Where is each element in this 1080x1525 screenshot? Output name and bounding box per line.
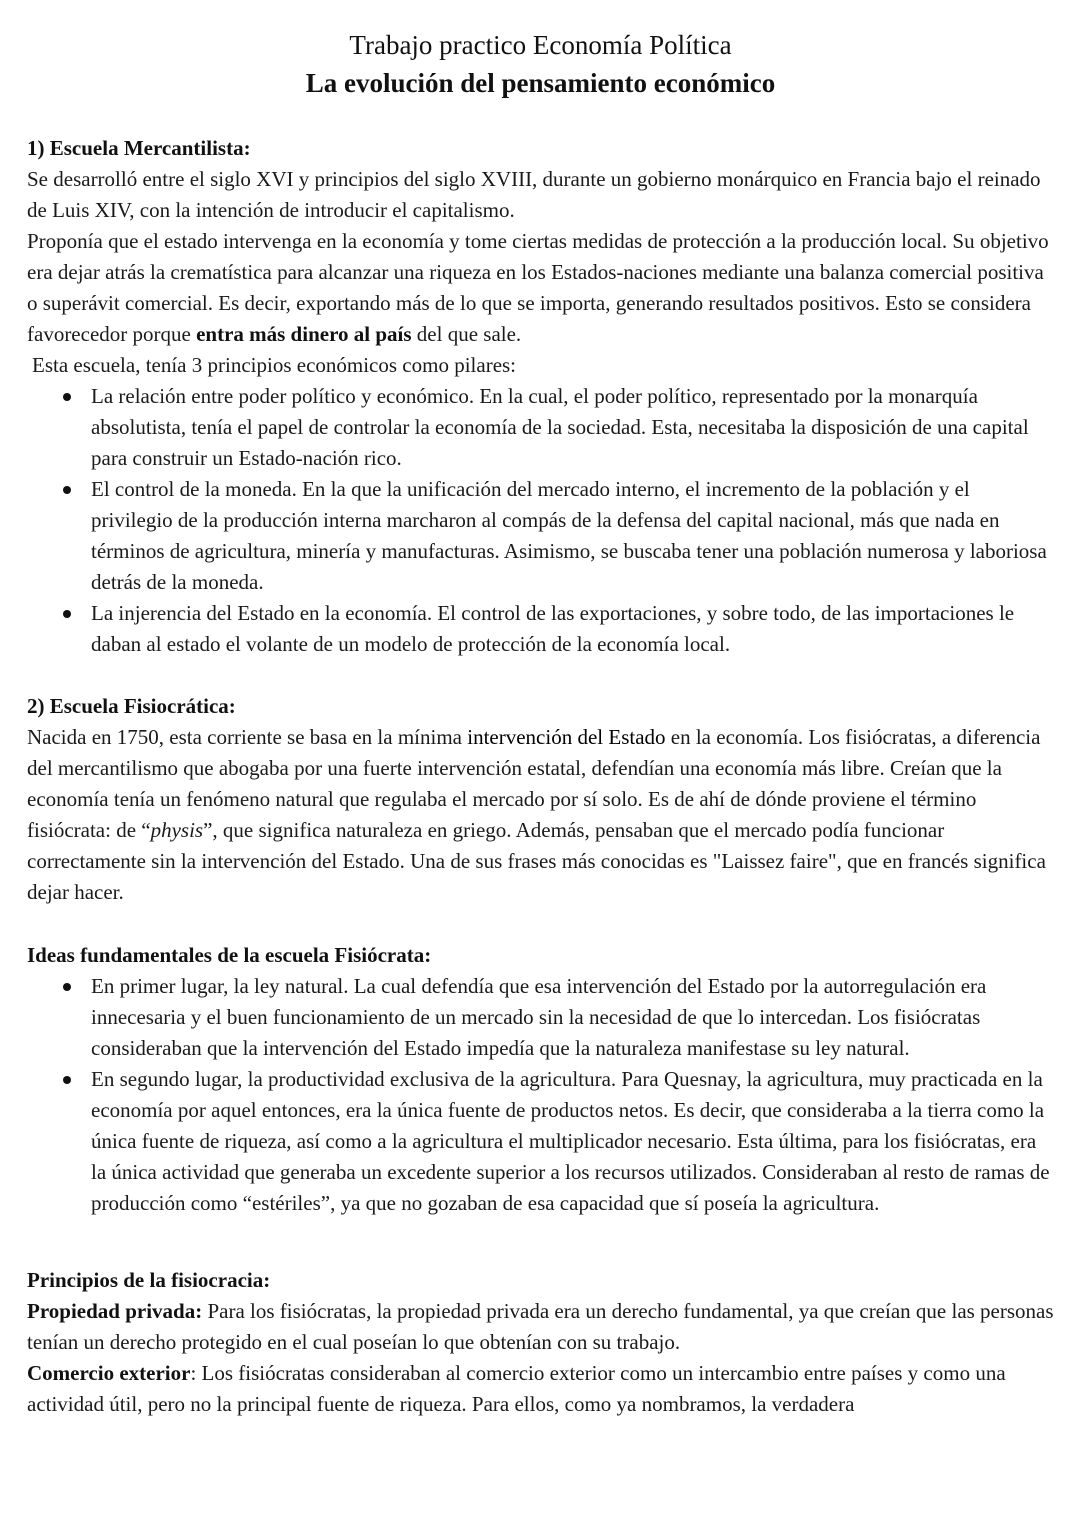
bold-phrase: entra más dinero al país (196, 322, 412, 346)
bullet-icon (63, 393, 71, 401)
section-fisiocratica (27, 691, 1054, 908)
italic-term: physis (150, 818, 204, 842)
list-item (91, 474, 1054, 598)
list-item-text: La relación entre poder político y económico. En la cual, el poder político, representado por la monarquía absolutista, tenía el papel de controlar la economía de la sociedad. Esta, necesitaba la disposición de una capital para construir un Estado-nación rico. (91, 384, 1029, 470)
paragraph-text: Proponía que el estado intervenga en la economía y tome ciertas medidas de protección a la producción local. Su objetivo era dejar atrás la crematística para alcanzar una riqueza en los Estados-naciones mediante una balanza comercial positiva o superávit comercial. Es decir, exportando más de lo que se importa, generando resultados positivos. Esto se considera favorecedor porque (27, 229, 1049, 346)
paragraph-text: Nacida en 1750, esta corriente se basa en la mínima (27, 725, 468, 749)
section-mercantilista (27, 133, 1054, 660)
paragraph-text: en la economía. Los fisiócratas, a diferencia del mercantilismo que abogaba por una fuerte intervención estatal, defendían una economía más libre. Creían que la economía tenía un fenómeno natural que regulaba el mercado por sí solo. Es de ahí de dónde proviene el término fisiócrata: de “ (27, 725, 1041, 842)
list-item-text: En primer lugar, la ley natural. La cual defendía que esa intervención del Estado por la autorregulación era innecesaria y el buen funcionamiento de un mercado sin la necesidad de que lo intercedan. Los fisiócratas consideraban que la intervención del Estado impedía que la naturaleza manifestase su ley natural. (91, 974, 987, 1060)
paragraph-text: del que sale. (411, 322, 522, 346)
principle-comercio-exterior (27, 1358, 1054, 1420)
bullet-icon (63, 486, 71, 494)
list-item-text: El control de la moneda. En la que la unificación del mercado interno, el incremento de la población y el privilegio de la producción interna marcharon al compás de la defensa del capital nacional, más que nada en términos de agricultura, minería y manufacturas. Asimismo, se buscaba tener una población numerosa y laboriosa detrás de la moneda. (91, 477, 1047, 594)
title-block (27, 26, 1054, 102)
highlight-phrase: intervención del Estado (467, 725, 666, 749)
ideas-list (27, 971, 1054, 1219)
principle-text: Para los fisiócratas, la propiedad privada era un derecho fundamental, ya que creían que las personas tenían un derecho protegido en el cual poseían lo que obtenían con su trabajo. (27, 1299, 1054, 1354)
section-ideas-fundamentales (27, 940, 1054, 1219)
list-item-text: La injerencia del Estado en la economía. El control de las exportaciones, y sobre todo, de las importaciones le daban al estado el volante de un modelo de protección de la economía local. (91, 601, 1015, 656)
spacer (27, 908, 1054, 940)
bullet-icon (63, 1076, 71, 1084)
spacer (27, 1219, 1054, 1265)
paragraph-text: ”, que significa naturaleza en griego. Además, pensaban que el mercado podía funcionar correctamente sin la intervención del Estado. Una de sus frases más conocidas es "Laissez faire", que en francés significa dejar hacer. (27, 818, 1046, 904)
paragraph-objective (27, 226, 1054, 350)
principle-text: : Los fisiócratas consideraban al comercio exterior como un intercambio entre países y como una actividad útil, pero no la principal fuente de riqueza. Para ellos, como ya nombramos, la verdadera (27, 1361, 1006, 1416)
principles-list (27, 381, 1054, 660)
section-heading-fisiocratica: 2) Escuela Fisiocrática: (27, 694, 236, 718)
document-subtitle: La evolución del pensamiento económico (305, 68, 776, 98)
section-heading-principios: Principios de la fisiocracia: (27, 1268, 271, 1292)
bullet-icon (63, 983, 71, 991)
section-principios (27, 1265, 1054, 1420)
section-heading-ideas: Ideas fundamentales de la escuela Fisiócrata: (27, 943, 432, 967)
document-title: Trabajo practico Economía Política (349, 30, 732, 60)
paragraph-fisiocratica (27, 722, 1054, 908)
list-item-text: En segundo lugar, la productividad exclusiva de la agricultura. Para Quesnay, la agricultura, muy practicada en la economía por aquel entonces, era la única fuente de productos netos. Es decir, que consideraba a la tierra como la única fuente de riqueza, así como a la agricultura el multiplicador necesario. Esta última, para los fisiócratas, era la única actividad que generaba un excedente superior a los recursos utilizados. Consideraban al resto de ramas de producción como “estériles”, ya que no gozaban de esa capacidad que sí poseía la agricultura. (91, 1067, 1050, 1215)
principle-propiedad-privada (27, 1296, 1054, 1358)
paragraph-intro: Se desarrolló entre el siglo XVI y principios del siglo XVIII, durante un gobierno monárquico en Francia bajo el reinado de Luis XIV, con la intención de introducir el capitalismo. (27, 167, 1041, 222)
paragraph-principles-intro: Esta escuela, tenía 3 principios económicos como pilares: (32, 353, 517, 377)
section-heading-mercantilista: 1) Escuela Mercantilista: (27, 136, 251, 160)
principle-label: Comercio exterior (27, 1361, 191, 1385)
spacer (27, 660, 1054, 691)
list-item (91, 1064, 1054, 1219)
list-item (91, 598, 1054, 660)
spacer (27, 102, 1054, 133)
list-item (91, 971, 1054, 1064)
principle-label: Propiedad privada: (27, 1299, 203, 1323)
bullet-icon (63, 610, 71, 618)
list-item (91, 381, 1054, 474)
